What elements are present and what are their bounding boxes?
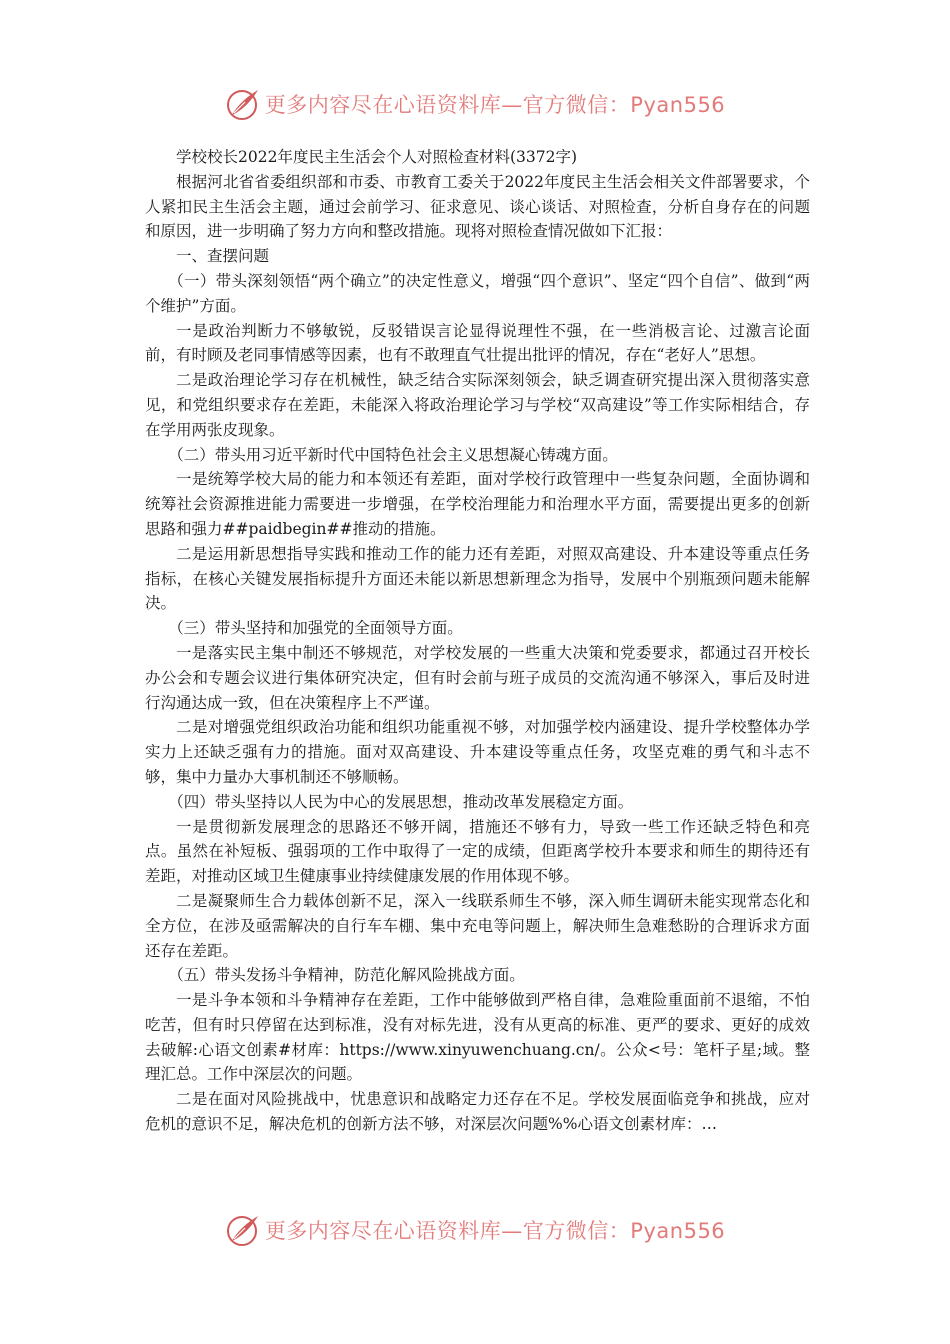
document-title: 学校校长2022年度民主生活会个人对照检查材料(3372字): [176, 148, 577, 166]
paragraph: 一是斗争本领和斗争精神存在差距，工作中能够做到严格自律，急难险重面前不退缩，不怕吃苦，但有时只停留在达到标准，没有对标先进，没有从更高的标准、更严的要求、更好的成效去破解:心语文创素#材库：https://www.xinyuwenchuang.cn/。公众<号：笔杆子星;域。整理汇总。工作中深层次的问题。: [145, 991, 810, 1084]
quill-logo-icon: [225, 1212, 261, 1248]
paragraph: 一是贯彻新发展理念的思路还不够开阔，措施还不够有力，导致一些工作还缺乏特色和亮点。虽然在补短板、强弱项的工作中取得了一定的成绩，但距离学校升本要求和师生的期待还有差距，对推动区域卫生健康事业持续健康发展的作用体现不够。: [145, 817, 810, 886]
section-heading: 一、查摆问题: [176, 247, 270, 266]
paragraph: 一是政治判断力不够敏锐，反驳错误言论显得说理性不强，在一些消极言论、过激言论面前，有时顾及老同事情感等因素，也有不敢理直气壮提出批评的情况，存在“老好人”思想。: [145, 321, 810, 365]
paragraph: 二是凝聚师生合力载体创新不足，深入一线联系师生不够，深入师生调研未能实现常态化和全方位，在涉及亟需解决的自行车车棚、集中充电等问题上，解决师生急难愁盼的合理诉求方面还存在差距。: [145, 891, 810, 960]
subsection-heading-1: （一）带头深刻领悟“两个确立”的决定性意义，增强“四个意识”、坚定“四个自信”、做到“两个维护”方面。: [145, 271, 810, 315]
banner-text: 更多内容尽在心语资料库—官方微信：Pyan556: [264, 1219, 726, 1243]
intro-paragraph: 根据河北省省委组织部和市委、市教育工委关于2022年度民主生活会相关文件部署要求，个人紧扣民主生活会主题，通过会前学习、征求意见、谈心谈话、对照检查，分析自身存在的问题和原因，进一步明确了努力方向和整改措施。现将对照检查情况做如下汇报：: [145, 172, 810, 241]
header-banner: [0, 82, 950, 126]
paragraph: 二是运用新思想指导实践和推动工作的能力还有差距，对照双高建设、升本建设等重点任务指标，在核心关键发展指标提升方面还未能以新思想新理念为指导，发展中个别瓶颈问题未能解决。: [145, 544, 810, 613]
paragraph: 一是落实民主集中制还不够规范，对学校发展的一些重大决策和党委要求，都通过召开校长办公会和专题会议进行集体研究决定，但有时会前与班子成员的交流沟通不够深入，事后及时进行沟通达成一致，但在决策程序上不严谨。: [145, 643, 810, 712]
paragraph: 二是政治理论学习存在机械性，缺乏结合实际深刻领会，缺乏调查研究提出深入贯彻落实意见，和党组织要求存在差距，未能深入将政治理论学习与学校“双高建设”等工作实际相结合，存在学用两张皮现象。: [145, 371, 810, 439]
subsection-heading-3: （三）带头坚持和加强党的全面领导方面。: [168, 619, 463, 638]
subsection-heading-5: （五）带头发扬斗争精神，防范化解风险挑战方面。: [168, 966, 525, 985]
paragraph: 二是对增强党组织政治功能和组织功能重视不够，对加强学校内涵建设、提升学校整体办学实力上还缺乏强有力的措施。面对双高建设、升本建设等重点任务，攻坚克难的勇气和斗志不够，集中力量办大事机制还不够顺畅。: [145, 718, 810, 786]
footer-banner: [0, 1208, 950, 1252]
subsection-heading-2: （二）带头用习近平新时代中国特色社会主义思想凝心铸魂方面。: [168, 445, 618, 464]
paragraph: 一是统筹学校大局的能力和本领还有差距，面对学校行政管理中一些复杂问题，全面协调和统筹社会资源推进能力需要进一步增强，在学校治理能力和治理水平方面，需要提出更多的创新思路和强力##paidbegin##推动的措施。: [145, 470, 810, 538]
paragraph: 二是在面对风险挑战中，忧患意识和战略定力还存在不足。学校发展面临竞争和挑战，应对危机的意识不足，解决危机的创新方法不够，对深层次问题%%心语文创素材库：…: [145, 1090, 810, 1134]
quill-logo-icon: [225, 86, 261, 122]
subsection-heading-4: （四）带头坚持以人民为中心的发展思想，推动改革发展稳定方面。: [168, 792, 634, 811]
banner-text: 更多内容尽在心语资料库—官方微信：Pyan556: [264, 93, 726, 117]
document-body: [145, 145, 810, 1137]
